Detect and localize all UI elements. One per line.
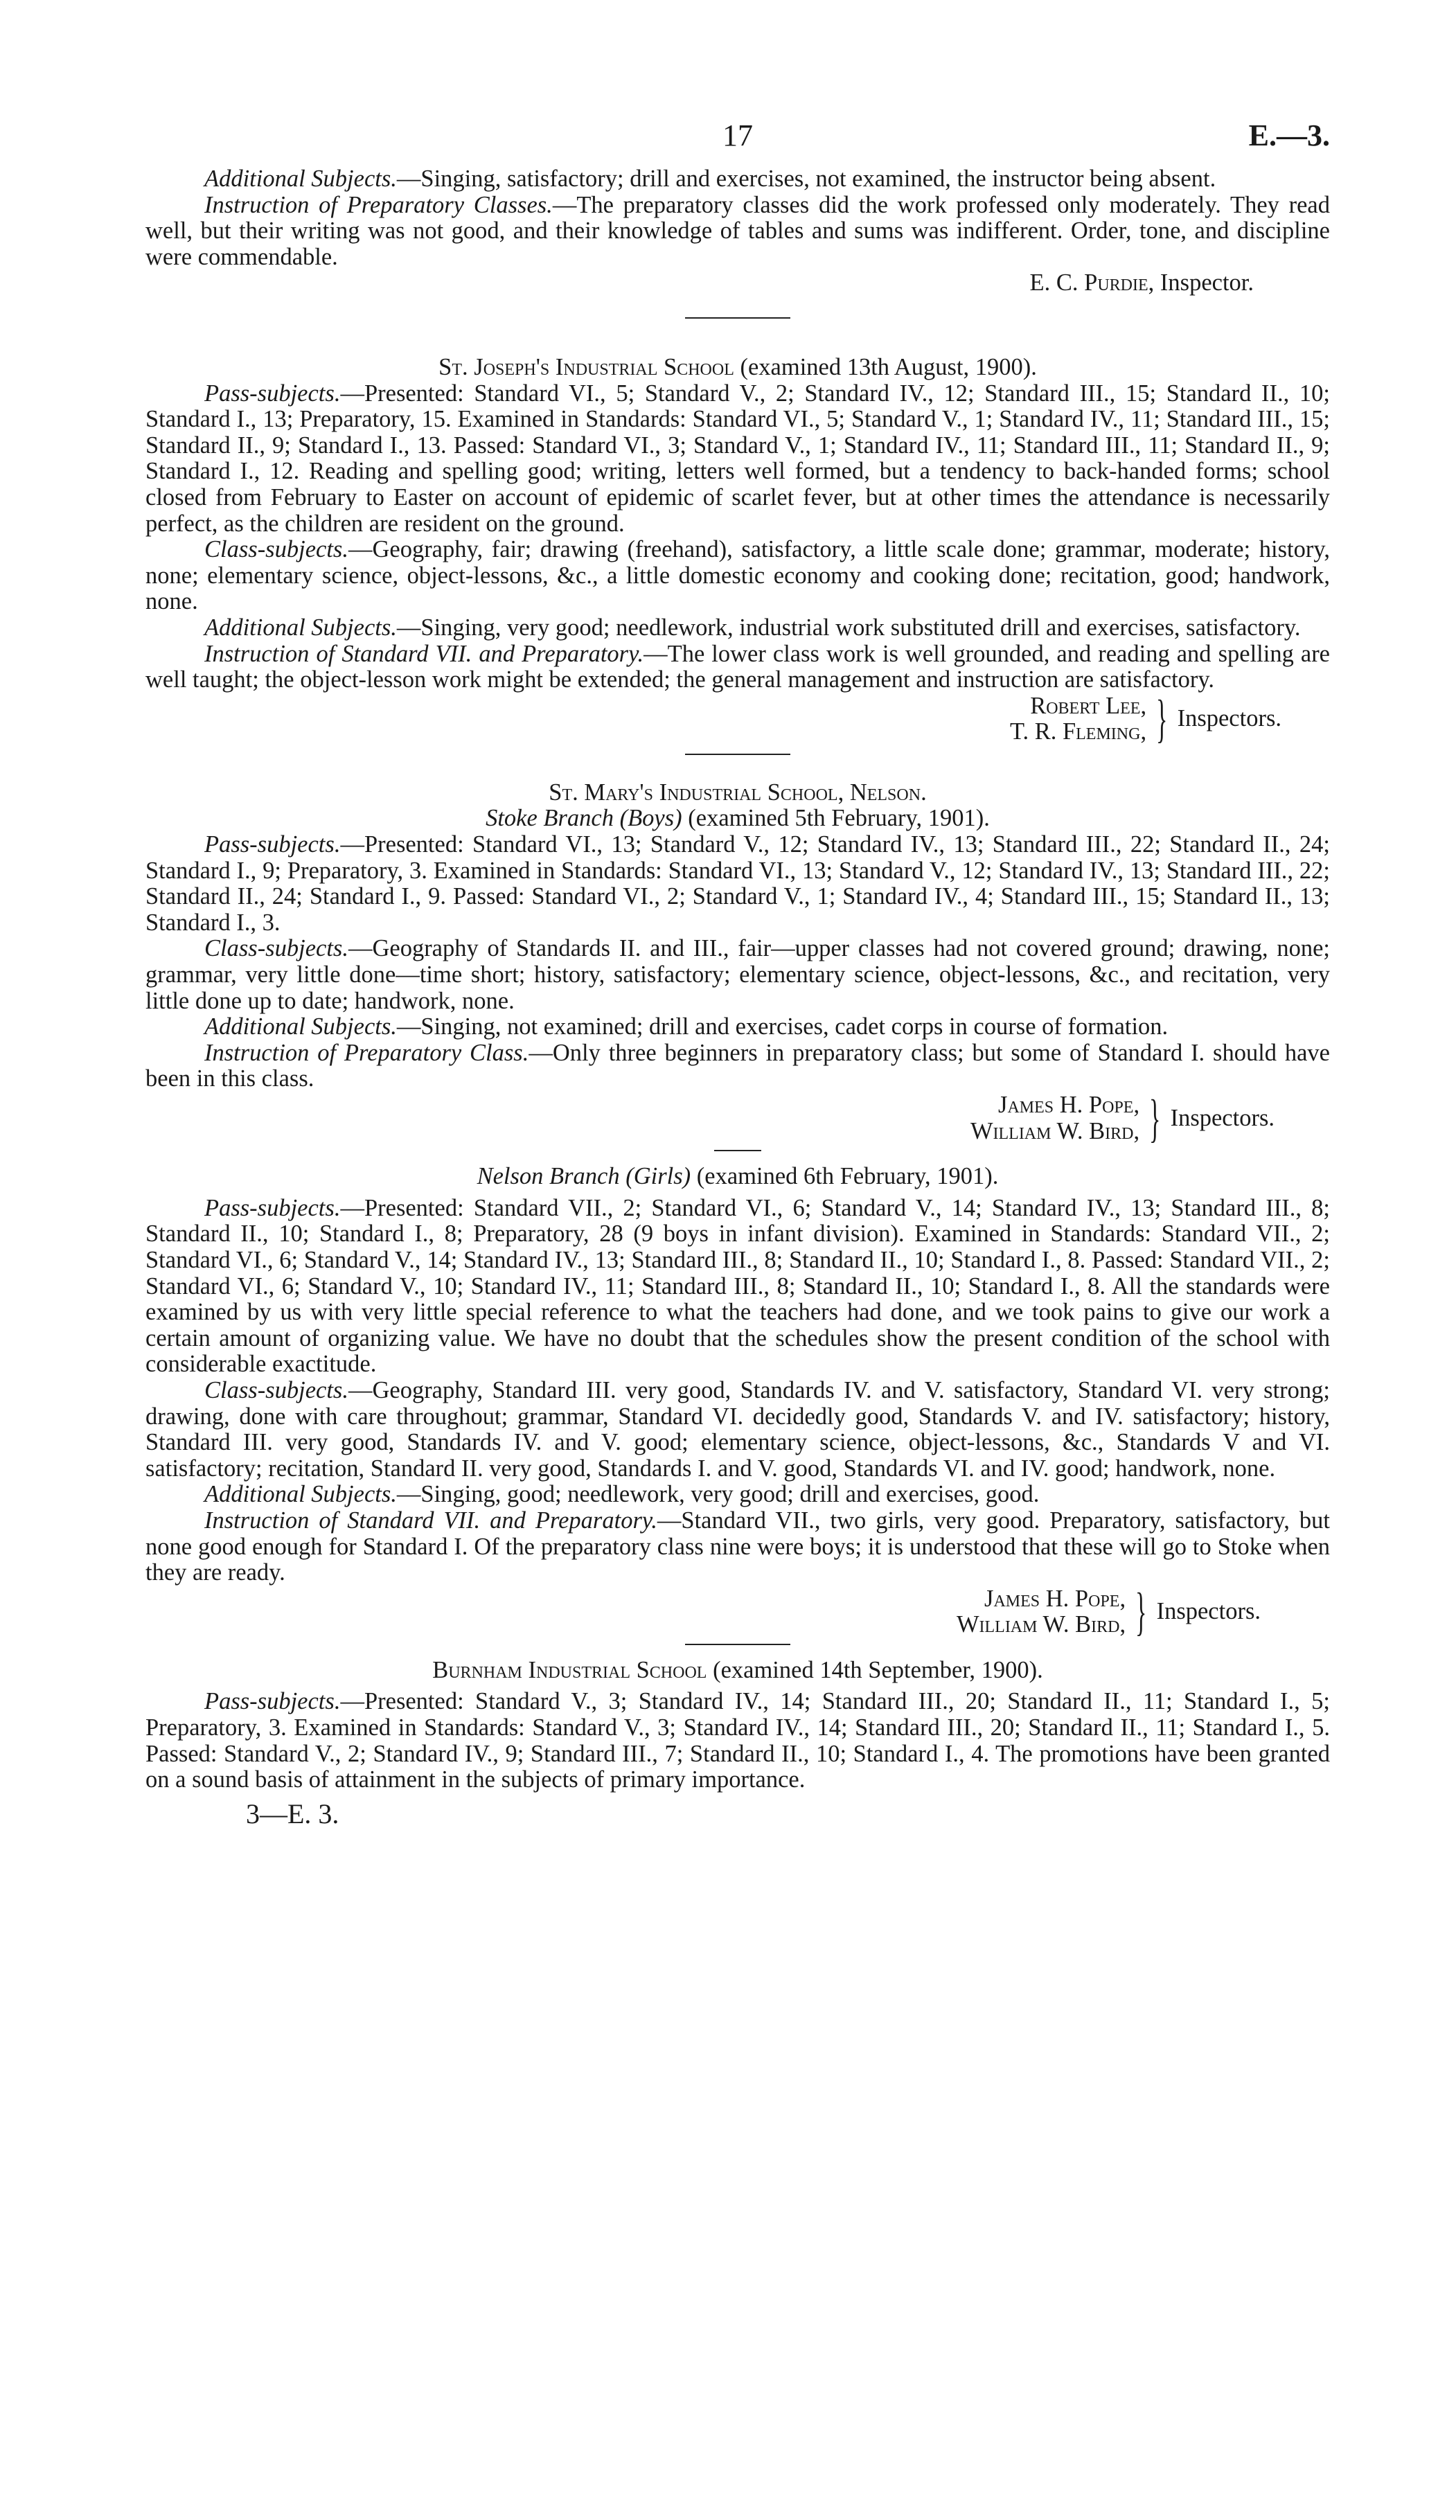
school-name: St. Mary's Industrial School, Nelson. [549, 779, 927, 806]
paragraph-label: Instruction of Standard VII. and Preparatory. [204, 1507, 657, 1534]
branch-name: Nelson Branch (Girls) [477, 1163, 691, 1190]
paragraph-text: —Standard VII., two girls, very good. Preparatory, satisfactory, but none good enough for Standard I. Of the preparatory class nine were boys; it is understood that these will go to Stoke when they are ready. [145, 1507, 1330, 1586]
pass-subjects-paragraph [145, 381, 1330, 538]
instruction-paragraph [145, 1508, 1330, 1586]
inspector-name: E. C. Purdie [1029, 269, 1148, 296]
exam-date: (examined 13th August, 1900). [734, 353, 1037, 380]
section-title [145, 355, 1330, 381]
paragraph-text: —Singing, good; needlework, very good; drill and exercises, good. [396, 1481, 1040, 1508]
printer-signature: 3—E. 3. [246, 1798, 339, 1829]
paragraph-text: —Singing, not examined; drill and exercises, cadet corps in course of formation. [396, 1013, 1169, 1040]
paragraph-label: Instruction of Preparatory Classes. [204, 191, 553, 218]
inspector-name: William W. Bird, [956, 1611, 1126, 1638]
inspector-role: , Inspector. [1148, 269, 1254, 296]
additional-subjects-paragraph [145, 1014, 1330, 1040]
branch-name: Stoke Branch (Boys) [486, 805, 682, 832]
brace-symbol: } [1156, 690, 1168, 749]
paragraph-label: Additional Subjects. [204, 166, 397, 192]
brace-symbol: } [1135, 1583, 1147, 1642]
section-divider [685, 1644, 790, 1645]
paragraph-label: Additional Subjects. [204, 614, 397, 641]
paragraph-text: —Singing, satisfactory; drill and exercises, not examined, the instructor being absent. [396, 166, 1216, 192]
additional-subjects-paragraph [145, 1482, 1330, 1508]
inspector-name: James H. Pope, [998, 1092, 1140, 1118]
class-subjects-paragraph [145, 936, 1330, 1014]
paragraph-label: Class-subjects. [204, 1376, 348, 1403]
paragraph-label: Instruction of Standard VII. and Preparatory. [204, 640, 644, 667]
inspector-name: T. R. Fleming, [1009, 718, 1147, 745]
inspectors-role: Inspectors. [1156, 1598, 1261, 1625]
paragraph-text: —Presented: Standard VII., 2; Standard VI., 6; Standard V., 14; Standard IV., 13; Standard III., 8; Standard II., 10; Standard I., 8; Preparatory, 28 (9 boys in infant division). Examined in Standards: Standard VII., 2; Standard VI., 6; Standard V., 14; Standard IV., 13; Standard III., 8; Standard II., 10; Standard I., 8. Passed: Standard VII., 2; Standard VI., 6; Standard V., 10; Standard IV., 11; Standard III., 8; Standard II., 10; Standard I., 8. All the standards were examined by us with very little special reference to what the teachers had done, and we took pains to give our work a certain amount of organizing value. We have no doubt that the schedules show the present condition of the school with considerable exactitude. [145, 1194, 1330, 1378]
paragraph-text: —Geography, fair; drawing (freehand), satisfactory, a little scale done; grammar, moderate; history, none; elementary science, object-lessons, &c., a little domestic economy and cooking done; recitation, good; handwork, none. [145, 536, 1330, 615]
paragraph-label: Pass-subjects. [204, 380, 341, 407]
brace-symbol: } [1149, 1089, 1161, 1148]
paragraph-text: —Only three beginners in preparatory class; but some of Standard I. should have been in this class. [145, 1039, 1330, 1092]
inspectors-signature [145, 1089, 1275, 1148]
inspector-name: William W. Bird, [970, 1117, 1140, 1144]
paragraph-text: —Presented: Standard VI., 5; Standard V., 2; Standard IV., 12; Standard III., 15; Standard II., 10; Standard I., 13; Preparatory, 15. Examined in Standards: Standard VI., 5; Standard V., 1; Standard IV., 11; Standard III., 15; Standard II., 9; Standard I., 13. Passed: Standard VI., 3; Standard V., 1; Standard IV., 11; Standard III., 11; Standard II., 9; Standard I., 12. Reading and spelling good; writing, letters well formed, but a tendency to back-handed forms; school closed from February to Easter on account of epidemic of scarlet fever, but at other times the attendance is necessarily perfect, as the children are resident on the ground. [145, 380, 1330, 537]
document-page [145, 118, 1330, 1830]
previous-report-continuation [145, 166, 1330, 296]
exam-date: (examined 6th February, 1901). [691, 1163, 999, 1190]
inspector-signature [145, 270, 1254, 296]
paragraph-text: —Presented: Standard V., 3; Standard IV., 14; Standard III., 20; Standard II., 11; Standard I., 5; Preparatory, 3. Examined in Standards: Standard V., 3; Standard IV., 14; Standard III., 20; Standard II., 11; Standard I., 5. Passed: Standard V., 2; Standard IV., 9; Standard III., 7; Standard II., 10; Standard I., 4. The promotions have been granted on a sound basis of attainment in the subjects of primary importance. [145, 1688, 1330, 1793]
inspectors-signature [145, 1583, 1261, 1642]
pass-subjects-paragraph [145, 832, 1330, 936]
inspectors-signature [145, 690, 1281, 749]
paper-reference: E.—3. [1248, 118, 1330, 152]
page-header [145, 118, 1330, 166]
paragraph-text: —Geography of Standards II. and III., fair—upper classes had not covered ground; drawing, none; grammar, very little done—time short; history, satisfactory; elementary science, object-lessons, &c., and recitation, very little done up to date; handwork, none. [145, 935, 1330, 1014]
paragraph-label: Additional Subjects. [204, 1481, 397, 1508]
school-name: St. Joseph's Industrial School [438, 353, 734, 380]
class-subjects-paragraph [145, 537, 1330, 615]
exam-date: (examined 14th September, 1900). [707, 1656, 1043, 1683]
preparatory-classes-paragraph [145, 193, 1330, 271]
instruction-paragraph [145, 1040, 1330, 1092]
section-title [145, 1658, 1330, 1684]
section-title [145, 780, 1330, 806]
paragraph-label: Class-subjects. [204, 935, 348, 962]
branch-title [145, 806, 1330, 832]
paragraph-label: Instruction of Preparatory Class. [204, 1039, 529, 1066]
section-divider [685, 317, 790, 319]
section-divider [685, 754, 790, 755]
paragraph-text: —Geography, Standard III. very good, Standards IV. and V. satisfactory, Standard VI. very strong; drawing, done with care throughout; grammar, Standard VI. decidedly good, Standards V. and IV. satisfactory; history, Standard III. very good, Standards IV. and V. good; elementary science, object-lessons, &c., Standards V and VI. satisfactory; recitation, Standard II. very good, Standards I. and V. good, Standards VI. and IV. good; handwork, none. [145, 1376, 1330, 1482]
inspectors-role: Inspectors. [1177, 705, 1281, 732]
additional-subjects-paragraph [145, 615, 1330, 641]
paragraph-text: —The lower class work is well grounded, and reading and spelling are well taught; the object-lesson work might be extended; the general management and instruction are satisfactory. [145, 640, 1330, 693]
paragraph-text: —Presented: Standard VI., 13; Standard V., 12; Standard IV., 13; Standard III., 22; Standard II., 24; Standard I., 9; Preparatory, 3. Examined in Standards: Standard VI., 13; Standard V., 12; Standard IV., 13; Standard III., 22; Standard II., 24; Standard I., 9. Passed: Standard VI., 2; Standard V., 1; Standard IV., 4; Standard III., 15; Standard II., 13; Standard I., 3. [145, 831, 1330, 936]
branch-title [145, 1164, 1330, 1190]
paragraph-text: —Singing, very good; needlework, industrial work substituted drill and exercises, satisfactory. [396, 614, 1301, 641]
class-subjects-paragraph [145, 1378, 1330, 1482]
burnham-report [145, 1658, 1330, 1793]
paragraph-label: Pass-subjects. [204, 831, 341, 858]
paragraph-label: Pass-subjects. [204, 1688, 341, 1715]
st-marys-report [145, 779, 1330, 1148]
pass-subjects-paragraph [145, 1196, 1330, 1378]
st-josephs-report [145, 353, 1330, 749]
branch-divider [714, 1150, 761, 1151]
paragraph-label: Pass-subjects. [204, 1194, 341, 1221]
paragraph-label: Additional Subjects. [204, 1013, 397, 1040]
exam-date: (examined 5th February, 1901). [682, 805, 990, 832]
inspectors-role: Inspectors. [1170, 1104, 1275, 1131]
nelson-branch-report [145, 1163, 1330, 1642]
page-number: 17 [722, 118, 753, 152]
additional-subjects-paragraph [145, 166, 1330, 193]
school-name: Burnham Industrial School [432, 1656, 707, 1683]
paragraph-label: Class-subjects. [204, 536, 348, 563]
inspector-name: Robert Lee, [1030, 692, 1147, 719]
paragraph-text: —The preparatory classes did the work professed only moderately. They read well, but their writing was not good, and their knowledge of tables and sums was indifferent. Order, tone, and discipline were commendable. [145, 191, 1330, 270]
instruction-paragraph [145, 641, 1330, 693]
pass-subjects-paragraph [145, 1689, 1330, 1793]
inspector-name: James H. Pope, [984, 1585, 1126, 1612]
